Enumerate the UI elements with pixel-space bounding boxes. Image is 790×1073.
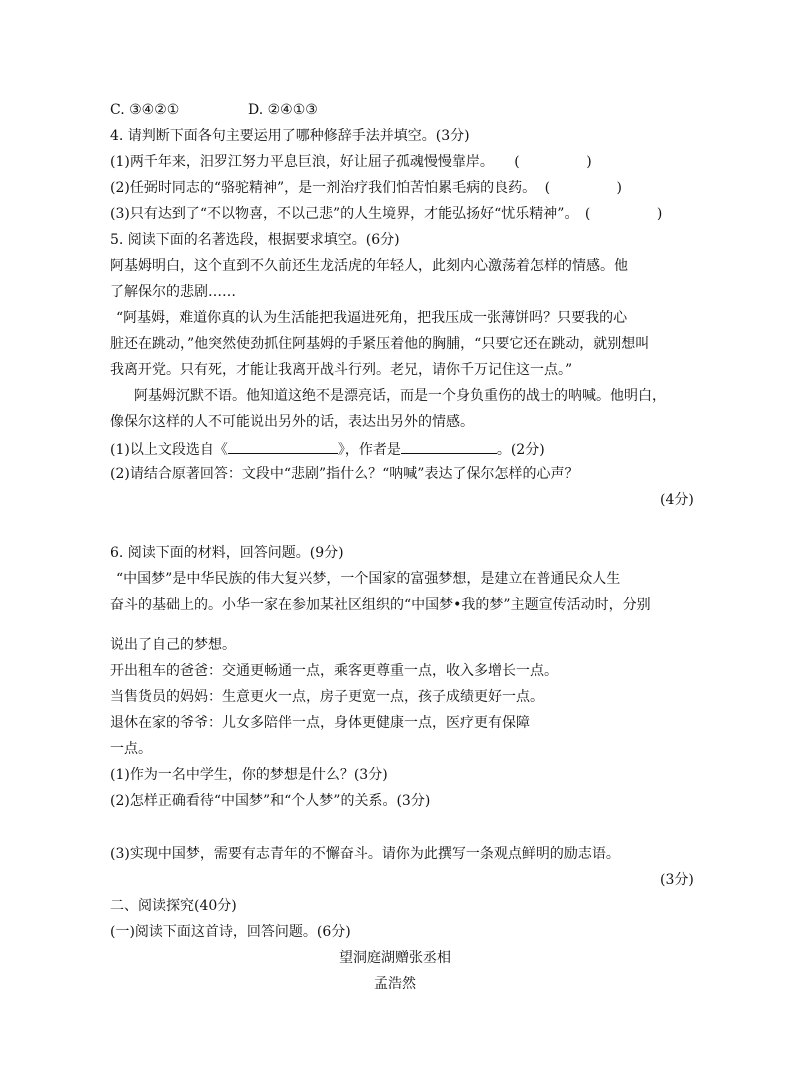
item-text: (2)任弼时同志的“骆驼精神”，是一剂治疗我们怕苦怕累毛病的良药。 [110, 180, 537, 196]
poem-title: 望洞庭湖赠张丞相 [339, 950, 451, 966]
question-6-sub-2: (2)怎样正确看待“中国梦”和“个人梦”的关系。(3分) [110, 793, 431, 809]
question-5-title: 5. 阅读下面的名著选段，根据要求填空。(6分) [110, 232, 400, 248]
passage-line: 我离开党。只有死，才能让我离开战斗行列。老兄，请你千万记住这一点。” [110, 362, 573, 378]
question-4-item-3 [110, 205, 662, 223]
dream-dad: 开出租车的爸爸：交通更畅通一点，乘客更尊重一点，收入多增长一点。 [110, 663, 558, 679]
material-line: 奋斗的基础上的。小华一家在参加某社区组织的“中国梦•我的梦”主题宣传活动时，分别 [110, 597, 651, 613]
sub-text: (1)以上文段选自《 [110, 442, 228, 458]
poem-author: 孟浩然 [374, 976, 416, 992]
answer-blank[interactable] [228, 439, 338, 454]
passage-line: “阿基姆，难道你真的认为生活能把我逼进死角，把我压成一张薄饼吗？只要我的心 [116, 310, 628, 326]
answer-blank[interactable] [401, 439, 497, 454]
item-text: (3)只有达到了“不以物喜，不以己悲”的人生境界，才能弘扬好“忧乐精神”。 [110, 206, 579, 222]
passage-line: 像保尔这样的人不可能说出另外的话，表达出另外的情感。 [110, 414, 474, 430]
material-line: 说出了自己的梦想。 [110, 637, 236, 653]
question-5-sub-1 [110, 439, 545, 459]
section-2-part-1: (一)阅读下面这首诗，回答问题。(6分) [110, 924, 351, 940]
answer-paren-close: ) [586, 154, 592, 170]
question-6-sub-3: (3)实现中国梦，需要有志青年的不懈奋斗。请你为此撰写一条观点鲜明的励志语。 [110, 846, 620, 862]
answer-paren-close: ) [656, 206, 663, 222]
passage-line: 阿基姆明白，这个直到不久前还生龙活虎的年轻人，此刻内心激荡着怎样的情感。他 [110, 258, 628, 274]
section-2-title: 二、阅读探究(40分) [110, 898, 237, 914]
answer-paren-close: ) [616, 180, 622, 196]
question-6-sub-1: (1)作为一名中学生，你的梦想是什么？(3分) [110, 767, 388, 783]
dream-mom: 当售货员的妈妈：生意更火一点，房子更宽一点，孩子成绩更好一点。 [110, 689, 544, 705]
answer-paren-open: ( [584, 206, 591, 222]
passage-line: 阿基姆沉默不语。他知道这绝不是漂亮话，而是一个身负重伤的战士的呐喊。他明白， [134, 388, 666, 404]
option-d: D. ②④①③ [248, 102, 318, 118]
question-5-sub-2: (2)请结合原著回答：文段中“悲剧”指什么？“呐喊”表达了保尔怎样的心声？ [110, 466, 579, 482]
question-4-item-1 [110, 153, 592, 171]
score-label: (3分) [660, 872, 694, 888]
passage-line: 脏还在跳动，”他突然使劲抓住阿基姆的手紧压着他的胸脯，“只要它还在跳动，就别想叫 [110, 336, 650, 352]
item-text: (1)两千年来，汨罗江努力平息巨浪，好让屈子孤魂慢慢靠岸。 [110, 154, 494, 170]
passage-line: 了解保尔的悲剧…… [110, 284, 236, 300]
dream-grandpa-cont: 一点。 [110, 741, 152, 757]
score-label: (4分) [660, 492, 694, 508]
question-4-item-2 [110, 179, 622, 197]
option-c: C. ③④②① [110, 102, 180, 118]
answer-paren-open: ( [544, 180, 551, 196]
sub-text: 。(2分) [496, 442, 545, 458]
question-4-title: 4. 请判断下面各句主要运用了哪种修辞手法并填空。(3分) [110, 128, 470, 144]
question-6-title: 6. 阅读下面的材料，回答问题。(9分) [110, 545, 344, 561]
material-line: “中国梦”是中华民族的伟大复兴梦，一个国家的富强梦想，是建立在普通民众人生 [116, 571, 621, 587]
answer-paren-open: ( [514, 154, 520, 170]
dream-grandpa: 退休在家的爷爷：儿女多陪伴一点，身体更健康一点，医疗更有保障 [110, 715, 530, 731]
sub-text: 》，作者是 [337, 442, 401, 458]
